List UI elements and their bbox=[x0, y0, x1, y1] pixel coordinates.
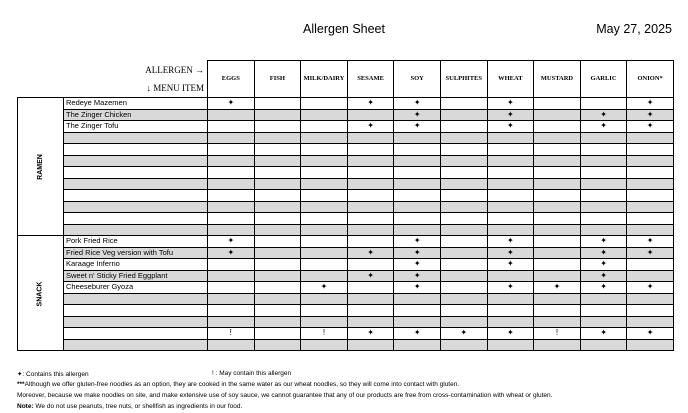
allergen-mark bbox=[347, 282, 394, 294]
allergen-mark: ✦ bbox=[627, 109, 674, 121]
allergen-mark bbox=[254, 132, 301, 144]
allergen-mark bbox=[254, 305, 301, 317]
allergen-mark: ✦ bbox=[394, 270, 441, 282]
allergen-mark bbox=[440, 167, 487, 179]
category-label: RAMEN bbox=[36, 154, 44, 180]
allergen-mark bbox=[254, 282, 301, 294]
allergen-mark bbox=[208, 178, 255, 190]
allergen-mark bbox=[440, 213, 487, 225]
allergen-mark bbox=[254, 213, 301, 225]
allergen-header: ONION* bbox=[627, 61, 674, 98]
allergen-mark bbox=[347, 339, 394, 351]
allergen-mark: ✦ bbox=[627, 121, 674, 133]
allergen-mark bbox=[580, 144, 627, 156]
allergen-mark bbox=[208, 305, 255, 317]
table-row bbox=[18, 259, 674, 271]
allergen-mark: ✦ bbox=[394, 98, 441, 110]
allergen-mark bbox=[301, 167, 348, 179]
allergen-mark: ✦ bbox=[580, 109, 627, 121]
allergen-mark bbox=[627, 316, 674, 328]
allergen-table bbox=[17, 60, 674, 351]
allergen-mark bbox=[627, 259, 674, 271]
allergen-mark bbox=[208, 213, 255, 225]
menu-item-name: The Zinger Tofu bbox=[64, 121, 208, 133]
allergen-mark bbox=[534, 167, 581, 179]
menu-item-name bbox=[64, 167, 208, 179]
allergen-mark bbox=[301, 178, 348, 190]
allergen-header-row bbox=[18, 61, 674, 98]
allergen-mark bbox=[394, 305, 441, 317]
allergen-mark bbox=[487, 178, 534, 190]
allergen-mark bbox=[301, 339, 348, 351]
allergen-mark bbox=[208, 155, 255, 167]
allergen-mark: ✦ bbox=[580, 270, 627, 282]
allergen-mark bbox=[394, 224, 441, 236]
allergen-mark bbox=[627, 213, 674, 225]
allergen-mark bbox=[534, 305, 581, 317]
allergen-mark bbox=[347, 224, 394, 236]
allergen-mark bbox=[440, 247, 487, 259]
allergen-mark: ✦ bbox=[394, 121, 441, 133]
allergen-mark bbox=[580, 213, 627, 225]
table-row bbox=[18, 328, 674, 340]
allergen-mark bbox=[534, 201, 581, 213]
allergen-mark bbox=[534, 213, 581, 225]
allergen-mark bbox=[440, 259, 487, 271]
allergen-mark bbox=[208, 132, 255, 144]
allergen-mark bbox=[627, 293, 674, 305]
table-corner bbox=[18, 61, 208, 98]
allergen-header: SOY bbox=[394, 61, 441, 98]
allergen-mark bbox=[440, 236, 487, 248]
allergen-mark: ! bbox=[534, 328, 581, 340]
allergen-mark bbox=[254, 121, 301, 133]
allergen-mark bbox=[301, 121, 348, 133]
allergen-mark bbox=[301, 109, 348, 121]
sheet-date: May 27, 2025 bbox=[596, 22, 672, 36]
allergen-mark bbox=[301, 98, 348, 110]
allergen-mark bbox=[347, 305, 394, 317]
allergen-mark bbox=[394, 201, 441, 213]
category-cell bbox=[18, 98, 64, 236]
allergen-mark bbox=[580, 224, 627, 236]
allergen-mark: ✦ bbox=[627, 247, 674, 259]
cross-contamination-note: Moreover, because we make noodles on site, and make extensive use of soy sauce, we cannot guarantee that any of our products are free from cross-contamination with wheat or gluten. bbox=[17, 392, 553, 399]
allergen-mark bbox=[301, 190, 348, 202]
table-row bbox=[18, 167, 674, 179]
allergen-mark bbox=[580, 190, 627, 202]
allergen-mark bbox=[487, 270, 534, 282]
allergen-mark bbox=[440, 144, 487, 156]
category-cell bbox=[18, 236, 64, 351]
allergen-header: EGGS bbox=[208, 61, 255, 98]
allergen-mark: ✦ bbox=[487, 236, 534, 248]
allergen-mark bbox=[254, 247, 301, 259]
note-label: Note: bbox=[17, 403, 34, 410]
allergen-mark bbox=[627, 167, 674, 179]
allergen-mark bbox=[394, 339, 441, 351]
allergen-mark bbox=[301, 270, 348, 282]
table-row bbox=[18, 316, 674, 328]
allergen-mark bbox=[534, 132, 581, 144]
allergen-mark bbox=[440, 339, 487, 351]
menu-item-name bbox=[64, 201, 208, 213]
category-label: SNACK bbox=[36, 281, 44, 306]
allergen-mark bbox=[440, 224, 487, 236]
allergen-mark bbox=[487, 144, 534, 156]
allergen-mark: ✦ bbox=[394, 247, 441, 259]
menu-item-name bbox=[64, 132, 208, 144]
allergen-mark bbox=[394, 178, 441, 190]
allergen-header: FISH bbox=[254, 61, 301, 98]
table-row bbox=[18, 132, 674, 144]
table-row bbox=[18, 224, 674, 236]
allergen-mark bbox=[627, 155, 674, 167]
allergen-mark bbox=[487, 155, 534, 167]
allergen-mark bbox=[301, 293, 348, 305]
allergen-mark bbox=[534, 316, 581, 328]
allergen-mark bbox=[208, 201, 255, 213]
table-row bbox=[18, 282, 674, 294]
legend-contains: ✦: Contains this allergen bbox=[17, 371, 89, 378]
allergen-mark: ! bbox=[301, 328, 348, 340]
gluten-note bbox=[17, 381, 459, 388]
allergen-mark bbox=[394, 144, 441, 156]
allergen-mark bbox=[534, 98, 581, 110]
allergen-mark bbox=[208, 144, 255, 156]
menu-item-name bbox=[64, 224, 208, 236]
allergen-mark bbox=[208, 109, 255, 121]
allergen-mark bbox=[440, 132, 487, 144]
allergen-mark: ✦ bbox=[487, 98, 534, 110]
allergen-mark bbox=[208, 316, 255, 328]
allergen-mark bbox=[208, 339, 255, 351]
allergen-mark bbox=[347, 236, 394, 248]
allergen-mark: ✦ bbox=[580, 236, 627, 248]
menu-axis-label: ↓ MENU ITEM bbox=[146, 83, 204, 93]
allergen-mark bbox=[627, 201, 674, 213]
allergen-mark: ! bbox=[208, 328, 255, 340]
allergen-mark bbox=[534, 236, 581, 248]
allergen-mark bbox=[627, 305, 674, 317]
allergen-mark bbox=[254, 270, 301, 282]
menu-item-name bbox=[64, 316, 208, 328]
table-row bbox=[18, 213, 674, 225]
allergen-mark bbox=[301, 236, 348, 248]
table-row bbox=[18, 305, 674, 317]
allergen-mark bbox=[254, 155, 301, 167]
allergen-mark bbox=[254, 339, 301, 351]
allergen-mark bbox=[440, 121, 487, 133]
allergen-mark bbox=[487, 213, 534, 225]
allergen-mark bbox=[627, 339, 674, 351]
menu-item-name bbox=[64, 293, 208, 305]
allergen-mark bbox=[301, 144, 348, 156]
allergen-mark: ✦ bbox=[580, 328, 627, 340]
allergen-mark bbox=[347, 213, 394, 225]
allergen-mark bbox=[580, 178, 627, 190]
allergen-mark bbox=[487, 132, 534, 144]
allergen-mark bbox=[534, 144, 581, 156]
table-row bbox=[18, 178, 674, 190]
allergen-mark bbox=[627, 144, 674, 156]
allergen-mark bbox=[394, 293, 441, 305]
allergen-mark: ✦ bbox=[487, 282, 534, 294]
allergen-mark bbox=[627, 224, 674, 236]
allergen-mark: ✦ bbox=[487, 109, 534, 121]
allergen-mark bbox=[254, 328, 301, 340]
allergen-mark bbox=[301, 305, 348, 317]
allergen-mark bbox=[534, 121, 581, 133]
allergen-mark bbox=[347, 155, 394, 167]
table-row bbox=[18, 339, 674, 351]
allergen-mark bbox=[208, 270, 255, 282]
allergen-mark bbox=[580, 155, 627, 167]
menu-item-name bbox=[64, 328, 208, 340]
menu-item-name bbox=[64, 305, 208, 317]
allergen-mark bbox=[627, 190, 674, 202]
allergen-mark bbox=[347, 190, 394, 202]
allergen-mark bbox=[254, 178, 301, 190]
table-row bbox=[18, 270, 674, 282]
table-row bbox=[18, 247, 674, 259]
allergen-mark bbox=[580, 339, 627, 351]
allergen-mark bbox=[580, 316, 627, 328]
allergen-mark bbox=[487, 339, 534, 351]
legend-symbols bbox=[17, 370, 292, 378]
allergen-mark bbox=[347, 259, 394, 271]
allergen-mark: ✦ bbox=[347, 121, 394, 133]
allergen-mark: ✦ bbox=[487, 247, 534, 259]
allergen-mark: ✦ bbox=[627, 236, 674, 248]
allergen-mark bbox=[208, 282, 255, 294]
allergen-mark bbox=[394, 190, 441, 202]
allergen-header: MILK/DAIRY bbox=[301, 61, 348, 98]
allergen-mark bbox=[487, 201, 534, 213]
menu-item-name: Cheeseburer Gyoza bbox=[64, 282, 208, 294]
gluten-note-text: Although we offer gluten-free noodles as an option, they are cooked in the same water as our wheat noodles, so they will come into contact with gluten. bbox=[24, 381, 460, 388]
menu-item-name: The Zinger Chicken bbox=[64, 109, 208, 121]
allergen-mark bbox=[394, 316, 441, 328]
allergen-mark: ✦ bbox=[627, 282, 674, 294]
allergen-mark bbox=[254, 316, 301, 328]
allergen-mark: ✦ bbox=[580, 282, 627, 294]
allergen-mark bbox=[347, 316, 394, 328]
menu-item-name bbox=[64, 190, 208, 202]
allergen-mark: ✦ bbox=[208, 98, 255, 110]
allergen-mark bbox=[440, 109, 487, 121]
allergen-mark bbox=[627, 132, 674, 144]
allergen-header: MUSTARD bbox=[534, 61, 581, 98]
ingredients-note bbox=[17, 403, 242, 410]
allergen-mark bbox=[254, 236, 301, 248]
allergen-mark bbox=[208, 259, 255, 271]
allergen-mark: ✦ bbox=[347, 98, 394, 110]
allergen-mark bbox=[301, 132, 348, 144]
allergen-mark bbox=[440, 316, 487, 328]
allergen-mark bbox=[627, 270, 674, 282]
allergen-mark bbox=[580, 293, 627, 305]
allergen-mark bbox=[301, 259, 348, 271]
table-row bbox=[18, 121, 674, 133]
allergen-mark: ✦ bbox=[347, 328, 394, 340]
allergen-mark bbox=[580, 132, 627, 144]
allergen-mark bbox=[534, 259, 581, 271]
allergen-mark bbox=[254, 201, 301, 213]
allergen-mark bbox=[440, 201, 487, 213]
allergen-mark: ✦ bbox=[208, 247, 255, 259]
allergen-mark bbox=[254, 144, 301, 156]
menu-item-name: Karaage Inferno bbox=[64, 259, 208, 271]
allergen-mark: ✦ bbox=[580, 121, 627, 133]
allergen-mark: ✦ bbox=[580, 247, 627, 259]
menu-item-name: Redeye Mazemen bbox=[64, 98, 208, 110]
table-row bbox=[18, 155, 674, 167]
allergen-mark: ✦ bbox=[487, 328, 534, 340]
page-title: Allergen Sheet bbox=[302, 22, 385, 36]
allergen-mark: ✦ bbox=[347, 247, 394, 259]
menu-item-name bbox=[64, 213, 208, 225]
allergen-mark bbox=[254, 293, 301, 305]
allergen-mark bbox=[580, 201, 627, 213]
allergen-mark bbox=[208, 293, 255, 305]
allergen-mark bbox=[394, 167, 441, 179]
allergen-mark bbox=[534, 109, 581, 121]
allergen-mark bbox=[254, 98, 301, 110]
allergen-mark: ✦ bbox=[301, 282, 348, 294]
allergen-mark: ✦ bbox=[394, 259, 441, 271]
allergen-mark bbox=[301, 224, 348, 236]
allergen-mark bbox=[440, 282, 487, 294]
allergen-mark bbox=[534, 270, 581, 282]
table-row bbox=[18, 201, 674, 213]
allergen-mark: ✦ bbox=[394, 328, 441, 340]
allergen-mark: ✦ bbox=[394, 236, 441, 248]
allergen-mark bbox=[394, 213, 441, 225]
allergen-mark bbox=[347, 178, 394, 190]
menu-item-name bbox=[64, 339, 208, 351]
menu-item-name bbox=[64, 178, 208, 190]
allergen-mark bbox=[254, 190, 301, 202]
allergen-mark bbox=[487, 293, 534, 305]
allergen-mark bbox=[208, 190, 255, 202]
allergen-mark: ✦ bbox=[208, 236, 255, 248]
allergen-header: SESAME bbox=[347, 61, 394, 98]
table-row bbox=[18, 98, 674, 110]
allergen-header: SULPHITES bbox=[440, 61, 487, 98]
allergen-mark bbox=[301, 247, 348, 259]
legend-may-contain: ! : May contain this allergen bbox=[212, 370, 292, 377]
allergen-axis-label: ALLERGEN → bbox=[145, 64, 204, 75]
allergen-mark bbox=[208, 121, 255, 133]
allergen-mark bbox=[347, 293, 394, 305]
allergen-mark bbox=[580, 98, 627, 110]
allergen-mark: ✦ bbox=[347, 270, 394, 282]
allergen-mark bbox=[440, 178, 487, 190]
allergen-mark bbox=[301, 316, 348, 328]
allergen-mark: ✦ bbox=[627, 98, 674, 110]
allergen-mark bbox=[580, 167, 627, 179]
allergen-mark: ✦ bbox=[534, 282, 581, 294]
allergen-mark bbox=[534, 247, 581, 259]
menu-item-name: Fried Rice Veg version with Tofu bbox=[64, 247, 208, 259]
allergen-mark bbox=[394, 155, 441, 167]
allergen-mark bbox=[487, 224, 534, 236]
allergen-mark bbox=[301, 201, 348, 213]
allergen-mark: ✦ bbox=[440, 328, 487, 340]
allergen-mark bbox=[440, 270, 487, 282]
allergen-mark: ✦ bbox=[394, 109, 441, 121]
allergen-mark bbox=[580, 305, 627, 317]
menu-item-name: Pork Fried Rice bbox=[64, 236, 208, 248]
allergen-mark bbox=[487, 305, 534, 317]
allergen-mark bbox=[487, 167, 534, 179]
allergen-mark bbox=[534, 155, 581, 167]
allergen-mark bbox=[254, 224, 301, 236]
table-row bbox=[18, 236, 674, 248]
allergen-mark: ✦ bbox=[487, 121, 534, 133]
allergen-mark bbox=[534, 293, 581, 305]
allergen-mark bbox=[347, 201, 394, 213]
allergen-header: WHEAT bbox=[487, 61, 534, 98]
allergen-mark bbox=[301, 155, 348, 167]
allergen-mark bbox=[534, 178, 581, 190]
allergen-mark bbox=[440, 293, 487, 305]
menu-item-name bbox=[64, 144, 208, 156]
gluten-note-prefix: *** bbox=[17, 381, 25, 388]
allergen-mark bbox=[440, 155, 487, 167]
allergen-mark bbox=[347, 144, 394, 156]
allergen-mark bbox=[534, 339, 581, 351]
allergen-mark bbox=[440, 98, 487, 110]
menu-item-name bbox=[64, 155, 208, 167]
allergen-mark: ✦ bbox=[627, 328, 674, 340]
allergen-mark bbox=[347, 109, 394, 121]
allergen-mark bbox=[208, 167, 255, 179]
allergen-header: GARLIC bbox=[580, 61, 627, 98]
table-row bbox=[18, 109, 674, 121]
allergen-mark bbox=[534, 190, 581, 202]
allergen-mark: ✦ bbox=[394, 282, 441, 294]
allergen-mark bbox=[440, 305, 487, 317]
allergen-mark bbox=[347, 132, 394, 144]
allergen-mark bbox=[487, 316, 534, 328]
table-row bbox=[18, 144, 674, 156]
allergen-mark bbox=[208, 224, 255, 236]
allergen-mark bbox=[627, 178, 674, 190]
note-text: We do not use peanuts, tree nuts, or shellfish as ingredients in our food. bbox=[33, 403, 243, 410]
allergen-mark bbox=[347, 167, 394, 179]
allergen-mark bbox=[394, 132, 441, 144]
allergen-mark: ✦ bbox=[487, 259, 534, 271]
menu-item-name: Sweet n' Sticky Fried Eggplant bbox=[64, 270, 208, 282]
allergen-mark bbox=[440, 190, 487, 202]
allergen-mark bbox=[254, 259, 301, 271]
table-row bbox=[18, 190, 674, 202]
allergen-mark: ✦ bbox=[580, 259, 627, 271]
allergen-mark bbox=[301, 213, 348, 225]
table-row bbox=[18, 293, 674, 305]
allergen-mark bbox=[534, 224, 581, 236]
allergen-mark bbox=[254, 167, 301, 179]
allergen-mark bbox=[487, 190, 534, 202]
allergen-mark bbox=[254, 109, 301, 121]
